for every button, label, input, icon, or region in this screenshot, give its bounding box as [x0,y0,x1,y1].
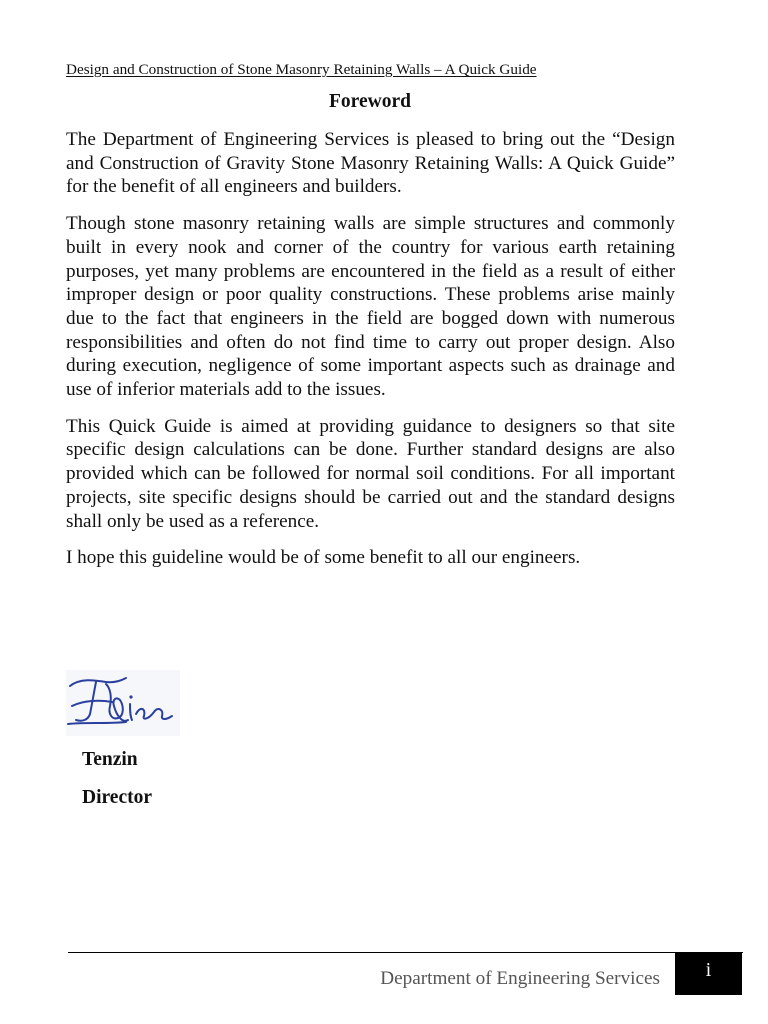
paragraph-intro: The Department of Engineering Services is pleased to bring out the “Design and Construction of Gravity Stone Masonry Retaining Walls: A Quick Guide” for the benefit of all engineers and builders. [66,129,675,198]
page-number: i [705,960,712,981]
page-number-box [675,953,742,995]
body-text [66,128,675,583]
running-header: Design and Construction of Stone Masonry Retaining Walls – A Quick Guide [66,61,537,78]
paragraph-problems: Though stone masonry retaining walls are simple structures and commonly built in every nook and corner of the country for various earth retaining purposes, yet many problems are encountered in the field as a result of either improper design or poor quality constructions. These problems arise mainly due to the fact that engineers in the field are bogged down with numerous responsibilities and often do not find time to carry out proper design. Also during execution, negligence of some important aspects such as drainage and use of inferior materials add to the issues. [66,213,675,401]
signature-image [66,670,180,736]
signature-drawing [66,670,180,736]
footer-divider [68,952,743,953]
paragraph-closing: I hope this guideline would be of some benefit to all our engineers. [66,547,581,569]
signatory-title: Director [82,787,153,808]
footer-organization: Department of Engineering Services [380,968,660,989]
page-title: Foreword [329,91,411,112]
signatory-name: Tenzin [82,749,138,770]
paragraph-purpose: This Quick Guide is aimed at providing guidance to designers so that site specific design calculations can be done. Further standard designs are also provided which can be followed for normal soil conditions. For all important projects, site specific designs should be carried out and the standard designs shall only be used as a reference. [66,415,675,532]
